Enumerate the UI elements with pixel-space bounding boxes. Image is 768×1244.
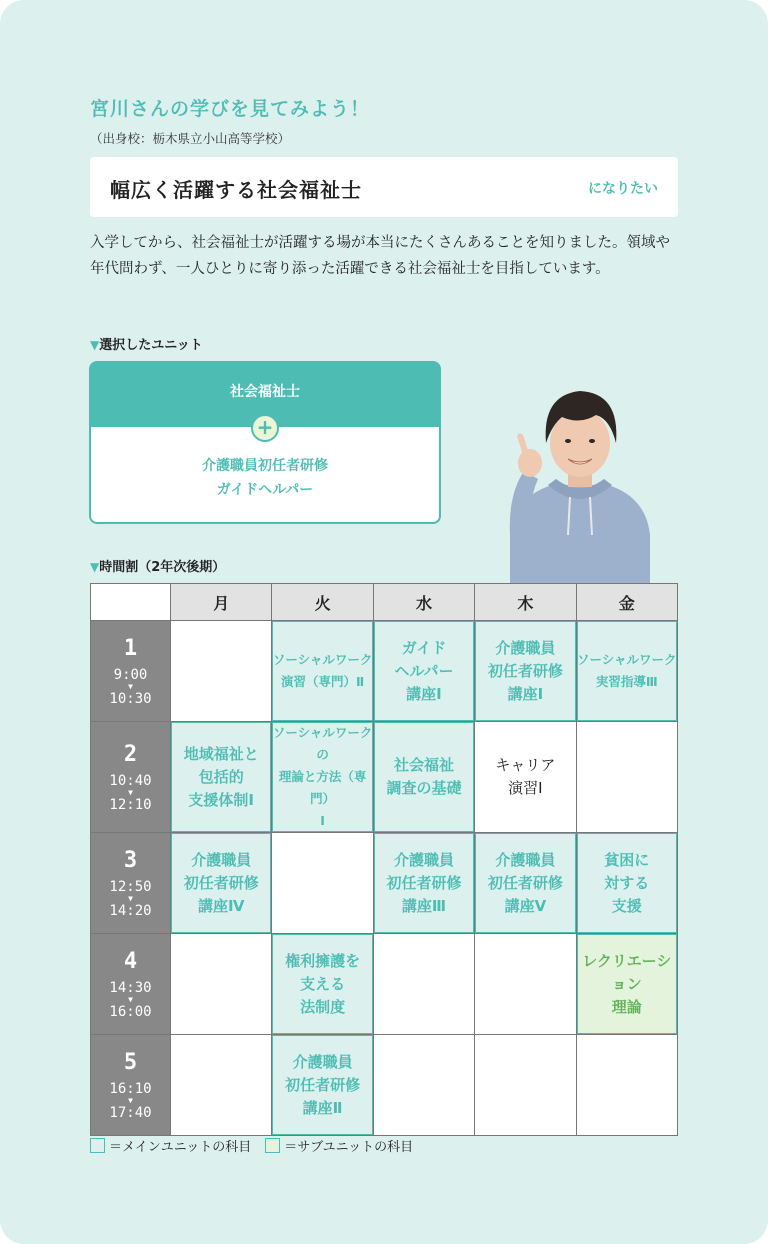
- student-photo: [500, 385, 660, 583]
- class-cell: [171, 833, 272, 934]
- legend-main-text: ＝メインユニットの科目: [109, 1140, 252, 1155]
- timetable-header-row: [91, 584, 678, 621]
- period-start-time: 10:40: [109, 773, 152, 789]
- period-cell: [91, 833, 171, 934]
- class-name: ソーシャルワーク 実習指導Ⅲ: [577, 652, 677, 689]
- class-cell: [576, 1035, 677, 1136]
- main-unit-swatch: [90, 1138, 105, 1153]
- arrow-down-icon: ▼: [128, 788, 133, 797]
- period-end-time: 14:20: [109, 903, 152, 919]
- arrow-down-icon: ▼: [128, 995, 133, 1004]
- class-cell: [171, 934, 272, 1035]
- period-start-time: 16:10: [109, 1081, 152, 1097]
- class-name: ガイド ヘルパー 講座Ⅰ: [394, 638, 454, 703]
- period-number: 4: [123, 949, 138, 974]
- day-header: 火: [272, 584, 373, 621]
- sub-unit-swatch: [265, 1138, 280, 1153]
- period-end-time: 16:00: [109, 1004, 152, 1020]
- class-name: ソーシャルワークの 理論と方法（専門） Ⅰ: [272, 725, 373, 828]
- description: 入学してから、社会福祉士が活躍する場が本当にたくさんあることを知りました。領域や年代問わず、一人ひとりに寄り添った活躍できる社会福祉士を目指しています。: [90, 235, 670, 277]
- class-name: キャリア 演習Ⅰ: [495, 756, 556, 797]
- class-cell: [475, 833, 576, 934]
- period-end-time: 10:30: [109, 691, 152, 707]
- class-cell: [171, 1035, 272, 1136]
- period-cell: [91, 934, 171, 1035]
- class-cell: [272, 1035, 373, 1136]
- goal-box: [90, 157, 678, 217]
- triangle-down-icon: ▼: [90, 338, 100, 352]
- period-end-time: 12:10: [109, 797, 152, 813]
- day-header: 木: [475, 584, 576, 621]
- class-name: 権利擁護を 支える 法制度: [285, 951, 361, 1016]
- period-cell: [91, 722, 171, 833]
- period-end-time: 17:40: [109, 1105, 152, 1121]
- period-number: 1: [123, 636, 138, 661]
- class-cell: [475, 934, 576, 1035]
- period-number: 3: [123, 848, 138, 873]
- class-cell: [272, 833, 373, 934]
- class-cell: [373, 722, 474, 833]
- class-cell: [576, 934, 677, 1035]
- arrow-down-icon: ▼: [128, 682, 133, 691]
- legend: [90, 1136, 413, 1155]
- plus-icon: +: [251, 414, 279, 442]
- legend-sub-text: ＝サブユニットの科目: [284, 1140, 414, 1155]
- timetable: [90, 583, 678, 1136]
- units-section-label: ▼選択したユニット: [90, 338, 203, 353]
- day-header: 金: [576, 584, 677, 621]
- class-cell: [171, 722, 272, 833]
- class-name: 介護職員 初任者研修 講座Ⅰ: [487, 638, 563, 703]
- timetable-section-label: ▼時間割（2年次後期）: [90, 560, 226, 575]
- day-header: 月: [171, 584, 272, 621]
- class-name: 介護職員 初任者研修 講座Ⅱ: [285, 1052, 361, 1117]
- class-cell: [373, 621, 474, 722]
- period-start-time: 12:50: [109, 879, 152, 895]
- class-cell: [272, 621, 373, 722]
- school-name: （出身校：栃木県立小山高等学校）: [90, 131, 291, 146]
- goal-main-text: 幅広く活躍する社会福祉士: [110, 178, 362, 202]
- day-header: 水: [373, 584, 474, 621]
- class-name: 社会福祉 調査の基礎: [386, 756, 462, 797]
- class-cell: [272, 934, 373, 1035]
- timetable-row: [91, 722, 678, 833]
- class-name: ソーシャルワーク 演習（専門）Ⅱ: [272, 652, 373, 689]
- corner-cell: [91, 584, 171, 621]
- class-cell: [576, 621, 677, 722]
- class-cell: [475, 1035, 576, 1136]
- triangle-down-icon: ▼: [90, 560, 100, 574]
- class-cell: [475, 621, 576, 722]
- class-cell: [373, 1035, 474, 1136]
- timetable-row: [91, 934, 678, 1035]
- main-unit-box: 社会福祉士: [89, 361, 441, 427]
- period-start-time: 14:30: [109, 980, 152, 996]
- period-start-time: 9:00: [113, 667, 148, 683]
- class-cell: [171, 621, 272, 722]
- arrow-down-icon: ▼: [128, 1096, 133, 1105]
- class-cell: [475, 722, 576, 833]
- timetable-row: [91, 833, 678, 934]
- page-title: 宮川さんの学びを見てみよう！: [90, 98, 371, 120]
- period-number: 5: [123, 1050, 138, 1075]
- class-name: 介護職員 初任者研修 講座Ⅲ: [386, 850, 462, 915]
- sub-unit-line2: ガイドヘルパー: [216, 482, 314, 498]
- class-cell: [576, 722, 677, 833]
- class-name: 地域福祉と 包括的 支援体制Ⅰ: [183, 744, 259, 809]
- sub-unit-line1: 介護職員初任者研修: [202, 458, 328, 474]
- period-number: 2: [123, 742, 138, 767]
- period-cell: [91, 1035, 171, 1136]
- timetable-row: [91, 1035, 678, 1136]
- class-name: 介護職員 初任者研修 講座Ⅳ: [183, 850, 259, 915]
- class-cell: [373, 934, 474, 1035]
- class-cell: [272, 722, 373, 833]
- class-name: レクリエーション 理論: [582, 951, 672, 1016]
- class-cell: [576, 833, 677, 934]
- arrow-down-icon: ▼: [128, 894, 133, 903]
- goal-suffix-text: になりたい: [588, 181, 658, 197]
- class-cell: [373, 833, 474, 934]
- period-cell: [91, 621, 171, 722]
- class-name: 介護職員 初任者研修 講座Ⅴ: [487, 850, 563, 915]
- class-name: 貧困に 対する 支援: [604, 850, 650, 915]
- timetable-row: [91, 621, 678, 722]
